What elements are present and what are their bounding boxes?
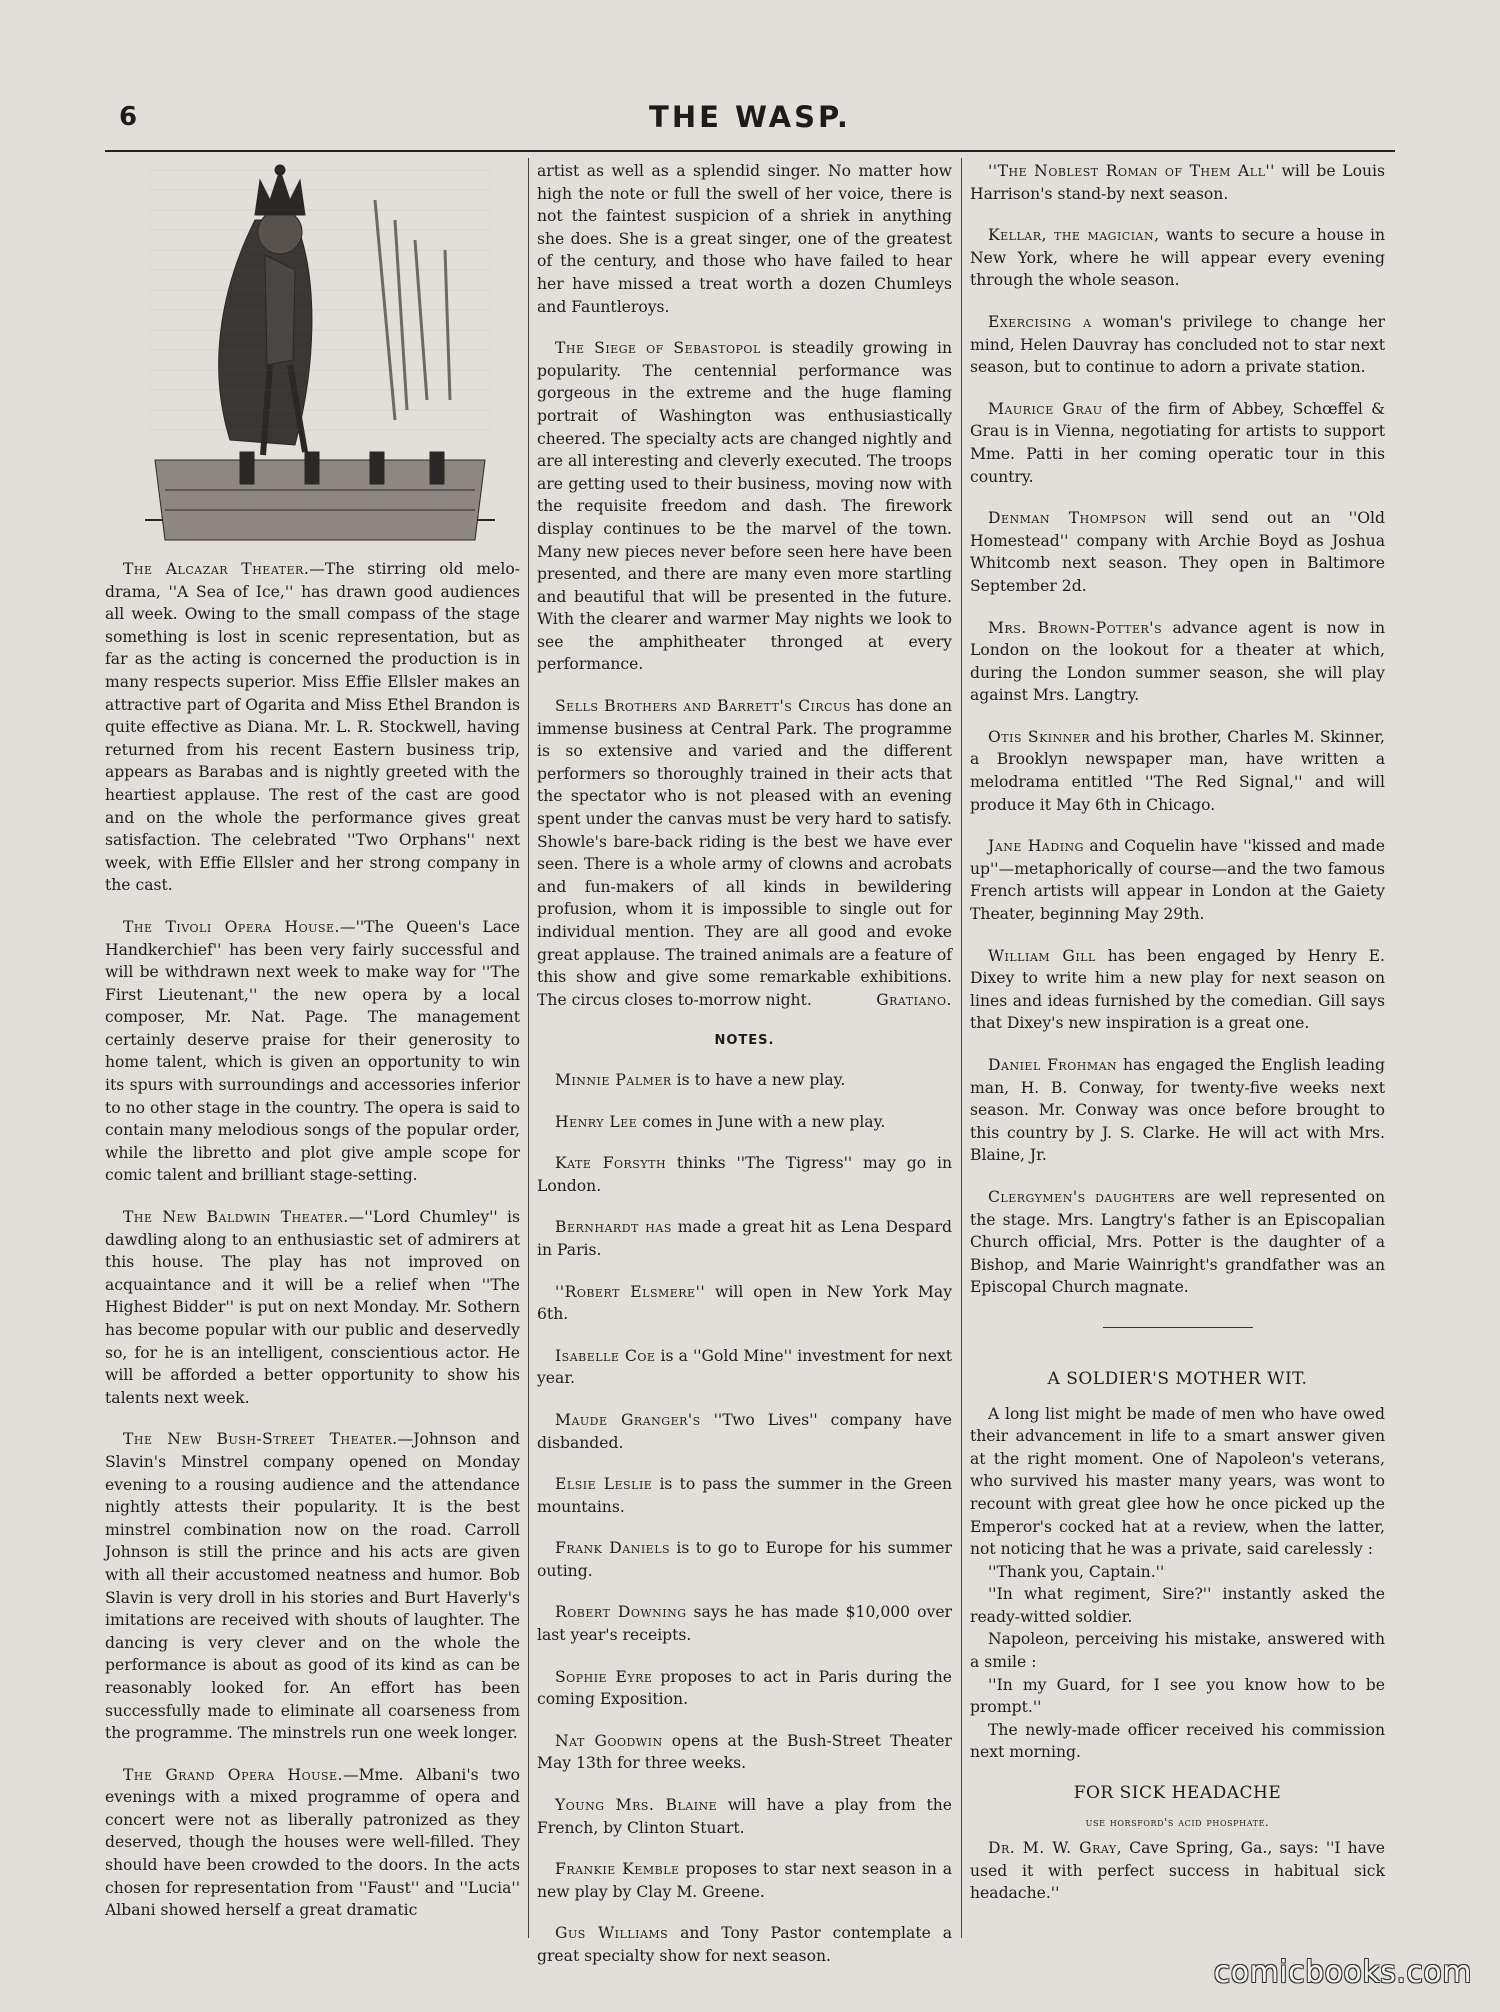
lead-in: Exercising a [988, 312, 1092, 331]
note-body: comes in June with a new play. [637, 1112, 886, 1131]
note-item [970, 1186, 1385, 1299]
note-item [537, 1473, 952, 1518]
note-item [537, 1409, 952, 1454]
watermark: comicbooks.com [1213, 1955, 1472, 1990]
lead-in: The Siege of Sebastopol [555, 339, 761, 358]
article-body: has done an immense business at Central Park. The programme is so extensive and varied and the different performers so thoroughly trained in their acts that the spectator who is not pleased with an evening spent under the canvas must be very hard to satisfy. Showle's bare-back riding is the best we have ever seen. There is a whole army of clowns and acrobats and fun-makers of all kinds in bewildering profusion, whom it is impossible to single out for individual mention. They are all good and evoke great applause. The trained animals are a feature of this show and give some remarkable exhibitions. The circus closes to-morrow night. [537, 697, 952, 1009]
lead-in: Gus Williams [555, 1924, 669, 1943]
note-body: advance agent is now in London on the lookout for a theater at which, during the London summer season, she will play against Mrs. Langtry. [970, 618, 1385, 705]
note-item [537, 1152, 952, 1197]
figure-with-crown-icon [145, 160, 495, 550]
article-soldier [970, 1403, 1385, 1765]
lead-in: Nat Goodwin [555, 1731, 663, 1750]
page-number: 6 [119, 102, 138, 132]
article-paragraph: ''In what regiment, Sire?'' instantly asked the ready-witted soldier. [970, 1585, 1385, 1626]
lead-in: Clergymen's daughters [988, 1187, 1176, 1206]
note-body: and Coquelin have ''kissed and made up''—metaphorically of course—and the two famous French artists will appear in London at the Gaiety Theater, beginning May 29th. [970, 837, 1385, 924]
note-body: will send out an ''Old Homestead'' company with Archie Boyd as Joshua Whitcomb next season. They open in Baltimore September 2d. [970, 509, 1385, 595]
note-body: made a great hit as Lena Despard in Paris. [537, 1218, 952, 1259]
note-body: woman's privilege to change her mind, Helen Dauvray has concluded not to star next season, but to continue to adorn a private station. [970, 312, 1386, 377]
lead-in: Dr. M. W. Gray, [988, 1839, 1123, 1858]
lead-in: Henry Lee [555, 1112, 638, 1131]
note-body: will have a play from the French, by Clinton Stuart. [537, 1796, 953, 1837]
advert-body [970, 1837, 1385, 1905]
lead-in: William Gill [988, 946, 1096, 965]
lead-in: Minnie Palmer [555, 1070, 672, 1089]
article-siege-sebastopol [537, 337, 952, 676]
lead-in: ''Robert Elsmere'' [555, 1282, 706, 1301]
note-body: will be Louis Harrison's stand-by next season. [970, 162, 1386, 203]
note-item [537, 1345, 952, 1390]
lead-in: Robert Downing [555, 1603, 687, 1622]
note-item [537, 1216, 952, 1261]
note-item [970, 726, 1385, 816]
article-baldwin [105, 1206, 520, 1409]
note-body: says he has made $10,000 over last year's receipts. [537, 1603, 953, 1645]
section-divider [1103, 1327, 1253, 1328]
article-paragraph: ''In my Guard, for I see you know how to be prompt.'' [970, 1675, 1385, 1717]
article-body: —Mme. Albani's two evenings with a mixed programme of opera and concert were not as liberally patronized as they deserved, though the houses were well-filled. They should have been crowded to the doors. In the acts chosen for representation from ''Faust'' and ''Lucia'' Albani showed herself a great dramatic [105, 1765, 521, 1920]
article-tivoli [105, 916, 520, 1187]
note-item [537, 1069, 952, 1092]
note-item [970, 507, 1385, 597]
article-paragraph: A long list might be made of men who have owed their advancement in life to a smart answer given at the right moment. One of Napoleon's veterans, who survived his master many years, was wont to recount with great glee how he once picked up the Emperor's cocked hat at a review, when the latter, not noticing that he was a private, said carelessly : [970, 1404, 1385, 1559]
lead-in: ''The Noblest Roman of Them All'' [988, 162, 1275, 180]
lead-in: Bernhardt has [555, 1218, 672, 1237]
note-body: will open in New York May 6th. [537, 1282, 953, 1324]
column-middle [537, 160, 952, 1987]
article-grand-opera-continued: artist as well as a splendid singer. No matter how high the note or full the swell of her voice, there is not the faintest suspicion of a shriek in anything she does. She is a great singer, one of the greatest of the century, and those who have failed to hear her have missed a treat worth a dozen Chumleys and Fauntleroys. [537, 162, 952, 316]
note-body: has been engaged by Henry E. Dixey to write him a new play for next season on lines and ideas furnished by the comedian. Gill says that Dixey's new inspiration is a great one. [970, 946, 1386, 1033]
note-item [537, 1111, 952, 1134]
lead-in: The New Baldwin Theater. [123, 1208, 349, 1227]
lead-in: Maude Granger's [555, 1410, 701, 1429]
note-item [970, 1054, 1385, 1167]
lead-in: Frankie Kemble [555, 1860, 680, 1879]
lead-in: The Grand Opera House. [123, 1765, 343, 1784]
lead-in: Otis Skinner [988, 727, 1091, 746]
lead-in: Isabelle Coe [555, 1346, 656, 1365]
note-item [537, 1666, 952, 1711]
note-body: of the firm of Abbey, Schœffel & Grau is in Vienna, negotiating for artists to support Mme. Patti in her coming operatic tour in this country. [970, 399, 1385, 486]
note-item [537, 1537, 952, 1582]
note-item [970, 311, 1385, 379]
lead-in: Elsie Leslie [555, 1475, 653, 1494]
note-item [970, 224, 1385, 292]
column-right [970, 160, 1385, 1905]
article-body: —The stirring old melo-drama, ''A Sea of Ice,'' has drawn good audiences all week. Owing to the small compass of the stage something is lost in scenic representation, but as far as the acting is concerned the production is in many respects superior. Miss Effie Ellsler makes an attractive part of Ogarita and Miss Ethel Brandon is quite effective as Diana. Mr. L. R. Stockwell, having returned from his recent Eastern business trip, appears as Barabas and is nightly greeted with the heartiest applause. The rest of the cast are good and on the whole the performance gives great satisfaction. The celebrated ''Two Orphans'' next week, with Effie Ellsler and her strong company in the cast. [105, 560, 520, 895]
notes-list [537, 1069, 952, 1968]
note-item [970, 160, 1385, 205]
lead-in: Mrs. Brown-Potter's [988, 618, 1163, 637]
column-divider [961, 158, 962, 1938]
note-item [970, 617, 1385, 707]
header-rule [105, 150, 1395, 152]
article-grand-opera [105, 1764, 520, 1922]
note-item [537, 1281, 952, 1326]
lead-in: Kate Forsyth [555, 1154, 667, 1173]
note-body: ''Two Lives'' company have disbanded. [537, 1410, 952, 1452]
note-item [537, 1858, 952, 1903]
article-body: —Johnson and Slavin's Minstrel company opened on Monday evening to a rousing audience and the attendance nightly attests their popularity. It is the best minstrel combination now on the road. Carroll Johnson is still the prince and his acts are given with all their accustomed neatness and humor. Bob Slavin is very droll in his stories and Burt Haverly's imitations are received with shouts of laughter. The dancing is very clever and on the whole the performance is about as good of its kind as can be reasonably looked for. An effort has been successfully made to eliminate all coarseness from the programme. The minstrels run one week longer. [105, 1430, 520, 1743]
note-body: has engaged the English leading man, H. B. Conway, for twenty-five weeks next season. Mr. Conway was once before brought to this country by J. S. Clarke. He will act with Mrs. Blaine, Jr. [970, 1056, 1385, 1165]
notes-list [970, 160, 1385, 1299]
lead-in: The New Bush-Street Theater. [123, 1430, 398, 1449]
byline: Gratiano. [876, 990, 952, 1009]
note-item [537, 1601, 952, 1646]
note-body: proposes to star next season in a new play by Clay M. Greene. [537, 1860, 953, 1901]
column-divider [528, 158, 529, 1938]
note-item [970, 835, 1385, 925]
note-body: are well represented on the stage. Mrs. Langtry's father is an Episcopalian Church official, Mrs. Potter is the daughter of a Bishop, and Marie Wainright's grandfather was an Episcopal Church magnate. [970, 1187, 1385, 1297]
advert-title: FOR SICK HEADACHE [1073, 1783, 1282, 1804]
column-left [105, 160, 520, 1922]
article-paragraph: The newly-made officer received his commission next morning. [970, 1720, 1385, 1762]
lead-in: Frank Daniels [555, 1539, 671, 1558]
article-title: A SOLDIER'S MOTHER WIT. [1047, 1368, 1308, 1389]
note-body: is a ''Gold Mine'' investment for next year. [537, 1346, 953, 1388]
masthead: THE WASP. [649, 100, 851, 134]
lead-in: Kellar, the magician, [988, 226, 1160, 245]
article-paragraph: Napoleon, perceiving his mistake, answered with a smile : [970, 1630, 1385, 1672]
article-body: —''Lord Chumley'' is dawdling along to an enthusiastic set of admirers at this house. The play has not improved on acquaintance and it will be a relief when ''The Highest Bidder'' is put on next Monday. Mr. Sothern has become popular with our public and deservedly so, for he is an intelligent, conscientious actor. He will be afforded a better opportunity to show his talents next week. [105, 1208, 521, 1407]
lead-in: The Alcazar Theater. [123, 560, 310, 578]
lead-in: Jane Hading [988, 837, 1084, 856]
article-bush-street [105, 1428, 520, 1744]
note-body: and Tony Pastor contemplate a great specialty show for next season. [537, 1924, 952, 1965]
note-item [970, 945, 1385, 1035]
note-item [537, 1730, 952, 1775]
section-heading: NOTES. [714, 1033, 775, 1049]
note-body: is to have a new play. [671, 1070, 846, 1089]
lead-in: Denman Thompson [988, 509, 1147, 528]
note-body: thinks ''The Tigress'' may go in London. [537, 1154, 952, 1195]
lead-in: Young Mrs. Blaine [555, 1796, 718, 1815]
lead-in: Sophie Eyre [555, 1667, 653, 1686]
article-body: Cave Spring, Ga., says: ''I have used it with perfect success in habitual sick headache.'' [970, 1839, 1385, 1903]
note-body: and his brother, Charles M. Skinner, a Brooklyn newspaper man, have written a melodrama entitled ''The Red Signal,'' and will produce it May 6th in Chicago. [970, 727, 1385, 814]
page-header [105, 98, 1395, 138]
article-body: is steadily growing in popularity. The centennial performance was gorgeous in the extreme and the huge flaming portrait of Washington was enthusiastically cheered. The specialty acts are changed nightly and are all interesting and cleverly executed. The troops are getting used to their business, moving now with the requisite freedom and dash. The firework display continues to be the marvel of the town. Many new pieces never before seen here have been presented, and there are many even more startling and beautiful that will be presented in the future. With the clearer and warmer May nights we look to see the amphitheater thronged at every performance. [537, 339, 953, 674]
lead-in: Maurice Grau [988, 399, 1103, 418]
advert-subtitle: use horsford's acid phosphate. [1085, 1814, 1270, 1829]
article-paragraph: ''Thank you, Captain.'' [988, 1562, 1165, 1581]
note-item [537, 1922, 952, 1967]
lead-in: Daniel Frohman [988, 1056, 1118, 1074]
note-item [970, 398, 1385, 488]
article-circus [537, 695, 952, 1011]
lead-in: The Tivoli Opera House. [123, 917, 340, 936]
note-body: is to pass the summer in the Green mountains. [537, 1475, 953, 1516]
note-item [537, 1794, 952, 1839]
note-body: wants to secure a house in New York, where he will appear every evening through the whole season. [970, 226, 1385, 290]
note-body: is to go to Europe for his summer outing. [537, 1539, 952, 1580]
note-body: proposes to act in Paris during the coming Exposition. [537, 1667, 953, 1709]
lead-in: Sells Brothers and Barrett's Circus [555, 697, 851, 716]
article-body: —''The Queen's Lace Handkerchief'' has been very fairly successful and will be withdrawn next week to make way for ''The First Lieutenant,'' the new opera by a local composer, Mr. Nat. Page. The management certainly deserve praise for their generosity to home talent, which is given an opportunity to win its spurs with surroundings and accessories inferior to no other stage in the country. The opera is said to contain many melodious songs of the popular order, while the libretto and plot give ample scope for comic talent and brilliant stage-setting. [105, 917, 520, 1185]
article-alcazar [105, 558, 520, 897]
note-body: opens at the Bush-Street Theater May 13th for three weeks. [537, 1731, 952, 1773]
